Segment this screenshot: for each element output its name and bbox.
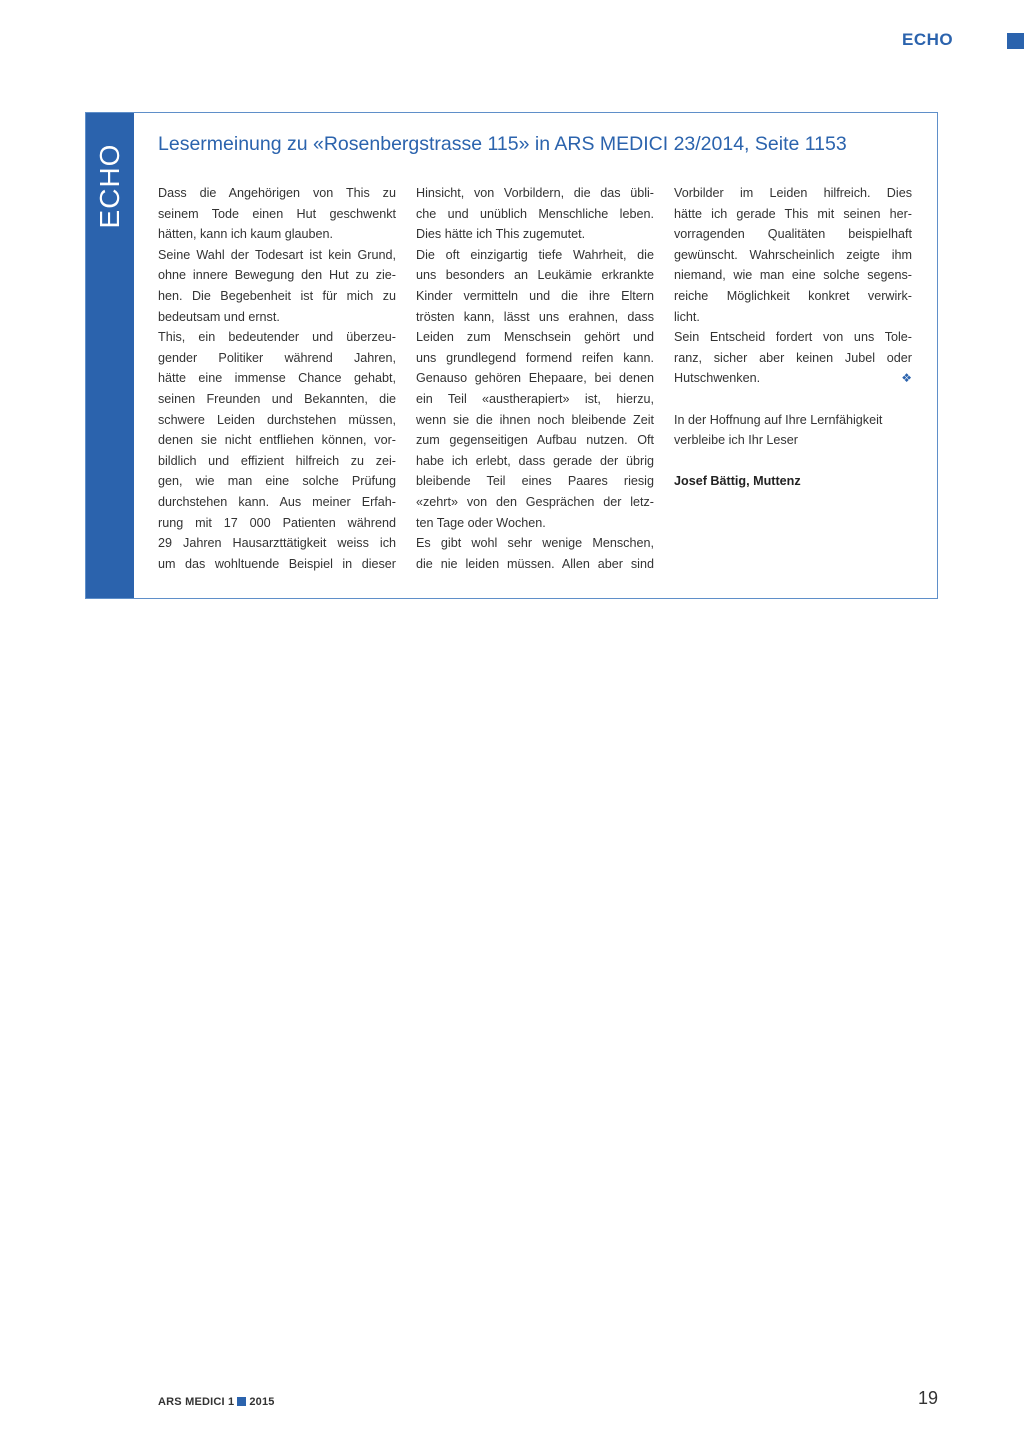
text-line: ten Tage oder Wochen. [416,515,546,530]
text-line: che und unüblich Menschliche leben. [416,206,654,221]
text-line: Seine Wahl der Todesart ist kein Grund, [158,247,396,262]
text-line: durchstehen kann. Aus meiner Erfah- [158,494,396,509]
text-column-1 [158,183,396,574]
text-line: Kinder vermitteln und die ihre Eltern [416,288,654,303]
text-line-with-end-mark [674,368,912,389]
text-line: Die oft einzigartig tiefe Wahrheit, die [416,247,654,262]
text-line: wenn sie die ihnen noch bleibende Zeit [416,412,654,427]
text-line: uns grundlegend formend reifen kann. [416,350,654,365]
text-line: die nie leiden müssen. Allen aber sind [416,556,654,571]
spacer [674,451,912,472]
text-line: 29 Jahren Hausarzttätigkeit weiss ich [158,536,396,551]
text-line: trösten kann, lässt uns erahnen, dass [416,309,654,324]
spacer [674,389,912,410]
text-line: seinen Freunden und Bekannten, die [158,391,396,406]
text-line: Sein Entscheid fordert von uns Tole- [674,330,912,345]
text-line: gen, wie man eine solche Prüfung [158,474,396,489]
text-line: hätten, kann ich kaum glauben. [158,227,334,242]
text-line: reiche Möglichkeit konkret verwirk- [674,288,912,303]
header-marker [1007,33,1024,49]
page-number: 19 [918,1388,939,1408]
closing-line: In der Hoffnung auf Ihre Lernfähigkeit [674,412,883,427]
text-line: Leiden zum Menschsein gehört und [416,330,654,345]
text-line: Genauso gehören Ehepaare, bei denen [416,371,654,386]
letter-box [85,112,938,599]
end-mark-icon: ❖ [901,371,912,386]
text-line: rung mit 17 000 Patienten während [158,515,396,530]
closing-line: verbleibe ich Ihr Leser [674,433,798,448]
text-line: um das wohltuende Beispiel in dieser [158,556,396,571]
text-line: Dass die Angehörigen von This zu [158,186,396,200]
text-line: ein Teil «austherapiert» ist, hierzu, [416,391,654,406]
text-line: bleibende Teil eines Paares riesig [416,474,654,489]
text-line: Hinsicht, von Vorbildern, die das übli- [416,186,654,200]
article-headline: Lesermeinung zu «Rosenbergstrasse 115» in ARS MEDICI 23/2014, Seite 1153 [158,133,847,155]
signature: Josef Bättig, Muttenz [674,474,801,489]
text-line: zum gegenseitigen Aufbau nutzen. Oft [416,433,654,448]
side-band [86,113,134,598]
text-line: hen. Die Begebenheit ist für mich zu [158,288,396,303]
text-line: hätte eine immense Chance gehabt, [158,371,396,386]
section-header: ECHO [902,30,954,49]
text-line: seinem Tode einen Hut geschwenkt [158,206,396,221]
text-line: schwere Leiden durchstehen müssen, [158,412,396,427]
text-line: uns besonders an Leukämie erkrankte [416,268,654,283]
text-line: «zehrt» von den Gesprächen der letz- [416,494,654,509]
text-line: hätte ich gerade This mit seinen her- [674,206,912,221]
text-line: licht. [674,309,700,324]
text-line: vorragenden Qualitäten beispielhaft [674,227,912,242]
text-line: Dies hätte ich This zugemutet. [416,227,586,242]
text-column-2 [416,183,654,574]
text-line: Hutschwenken. [674,371,761,386]
text-line: This, ein bedeutender und überzeu- [158,330,396,345]
text-line: bedeutsam und ernst. [158,309,280,324]
text-line: Vorbilder im Leiden hilfreich. Dies [674,186,912,200]
text-line: gender Politiker während Jahren, [158,350,396,365]
text-column-3 [674,183,912,492]
text-line: niemand, wie man eine solche segens- [674,268,912,283]
text-line: ohne innere Bewegung den Hut zu zie- [158,268,396,283]
text-line: Es gibt wohl sehr wenige Menschen, [416,536,654,551]
side-label: ECHO [94,143,125,229]
publication-name: ARS MEDICI 1 [158,1396,235,1408]
footer-square-icon [237,1397,246,1406]
publication-year: 2015 [249,1396,275,1408]
text-line: bildlich und effizient hilfreich zu zei- [158,453,396,468]
text-line: habe ich erlebt, dass gerade der übrig [416,453,654,468]
text-line: ranz, sicher aber keinen Jubel oder [674,350,912,365]
footer-publication [158,1396,275,1408]
text-line: gewünscht. Wahrscheinlich zeigte ihm [674,247,912,262]
text-line: denen sie nicht entfliehen können, vor- [158,433,396,448]
